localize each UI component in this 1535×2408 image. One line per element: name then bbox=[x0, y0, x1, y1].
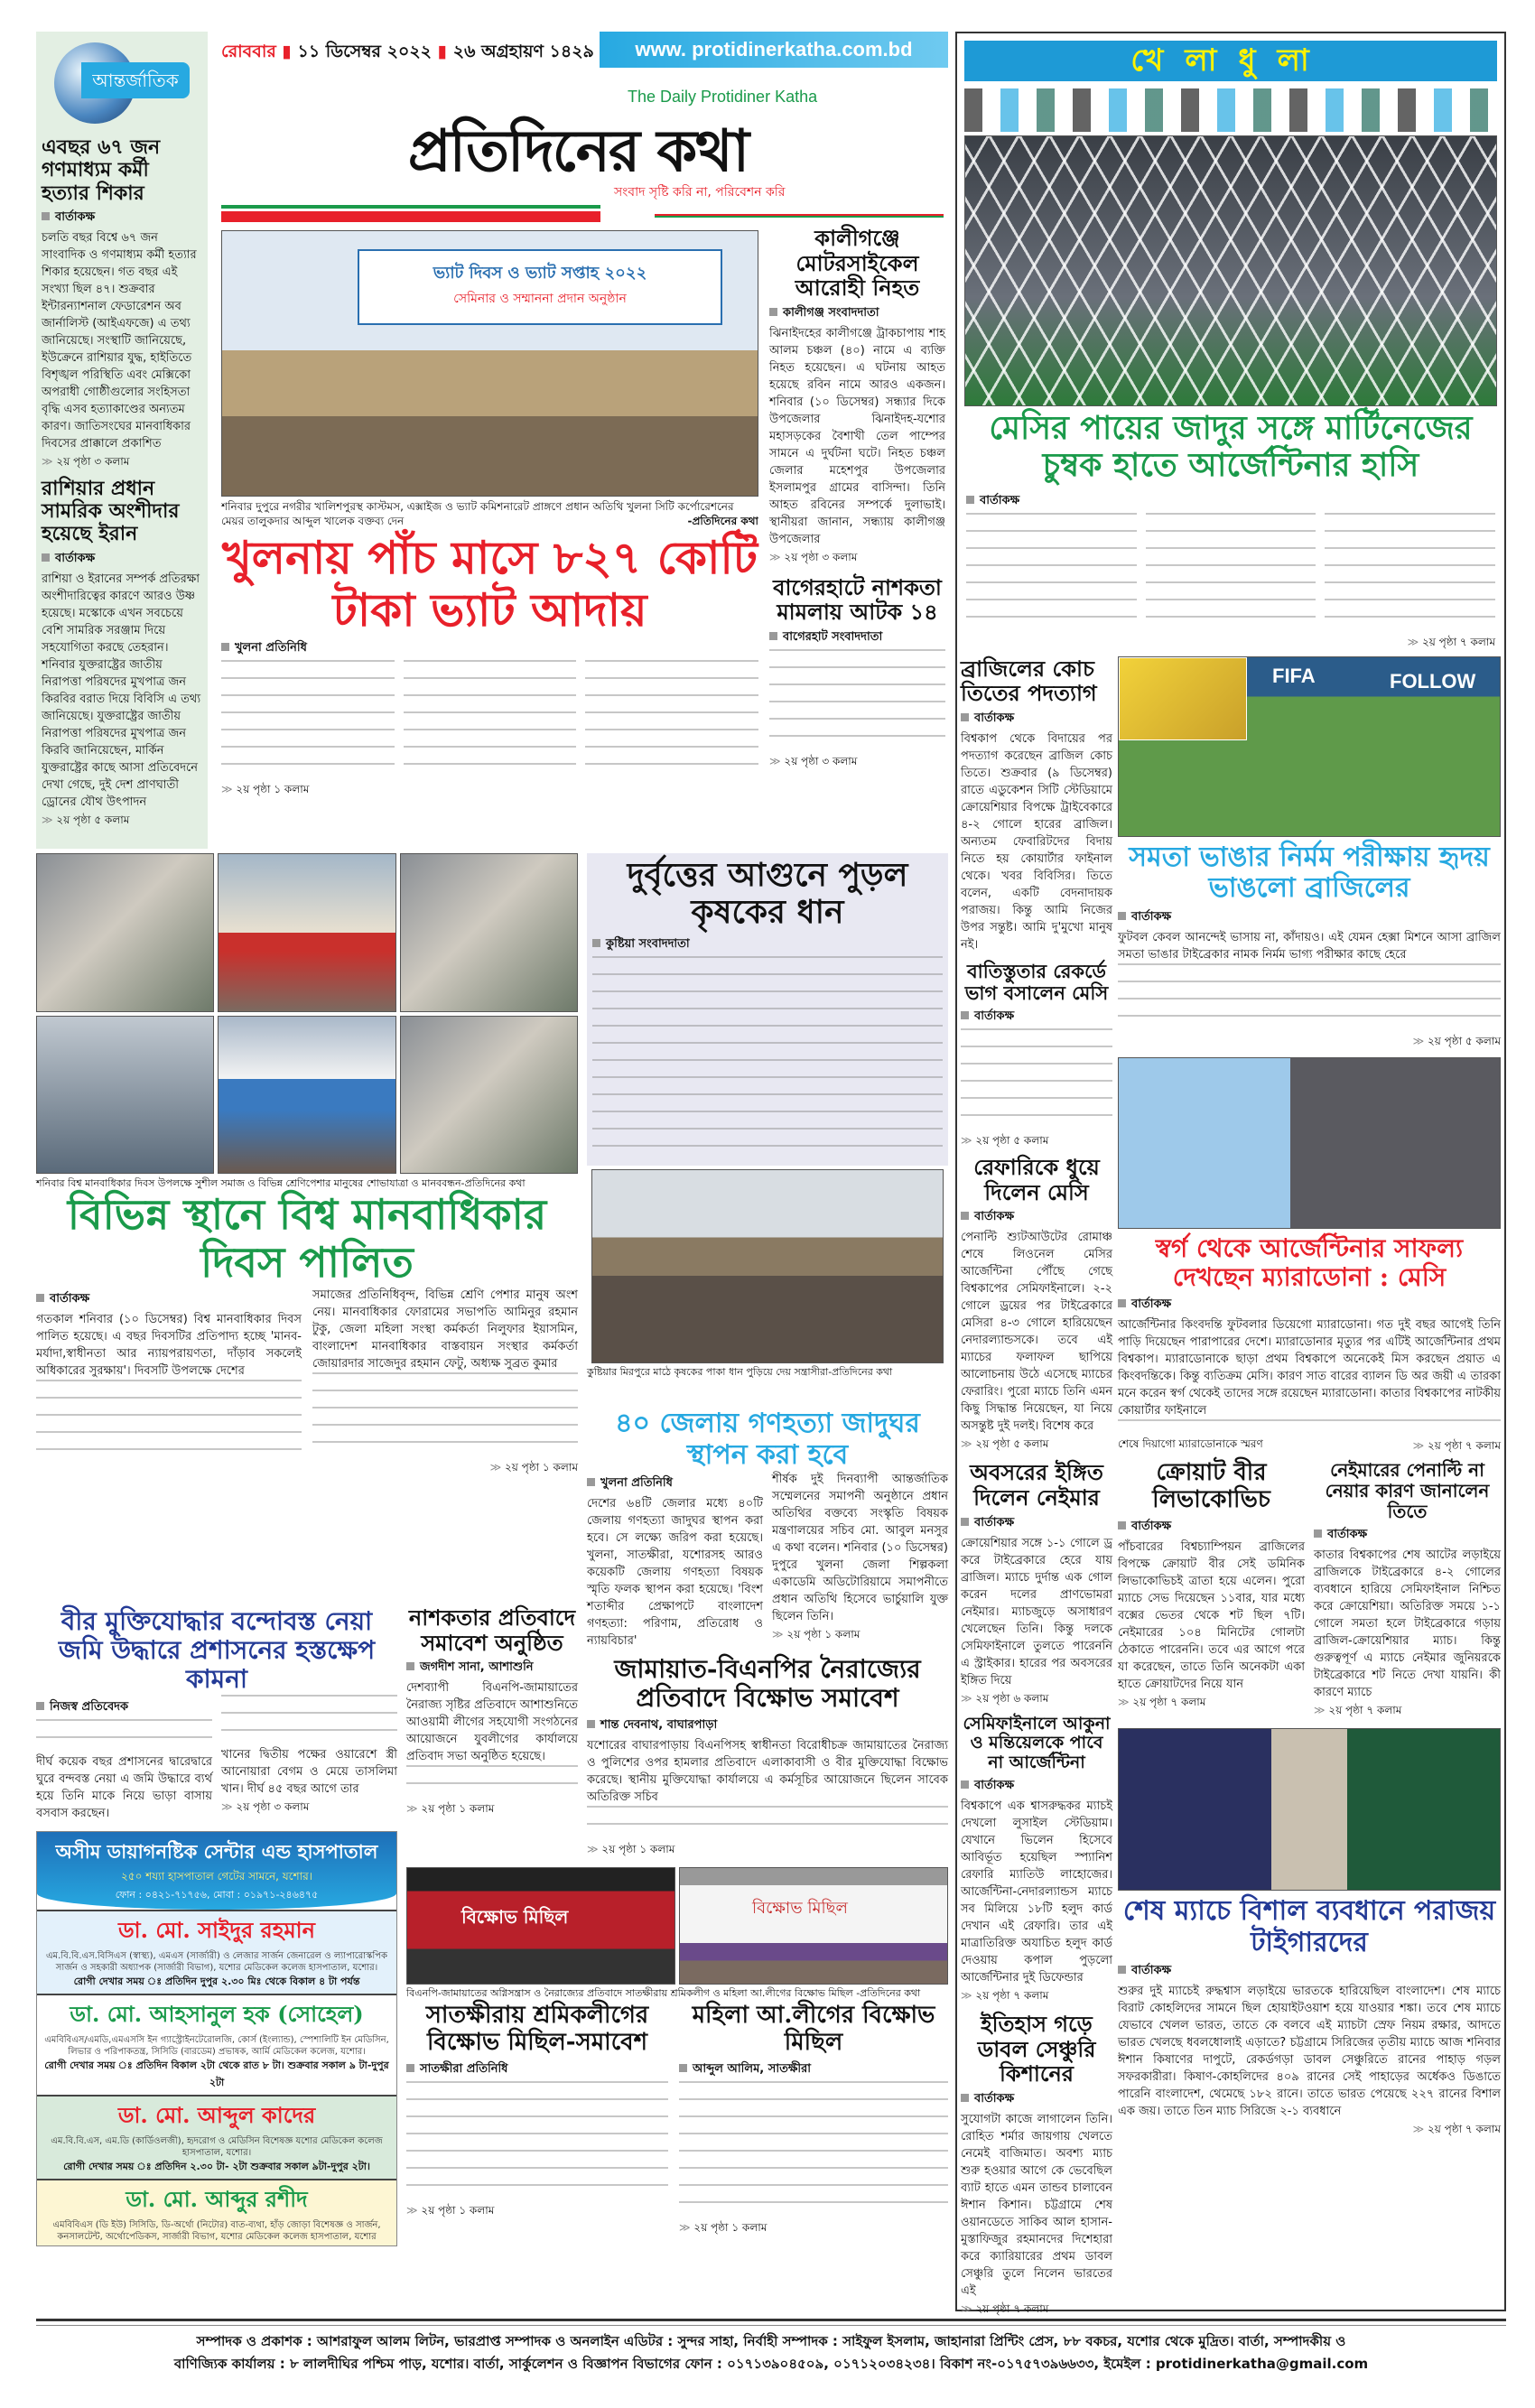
jump-link[interactable]: ≫ ২য় পৃষ্ঠা ৩ কলাম bbox=[769, 754, 945, 772]
masthead-rule-green bbox=[221, 205, 600, 209]
jump-link[interactable]: ≫ ২য় পৃষ্ঠা ৫ কলাম bbox=[961, 1436, 1112, 1455]
article-body bbox=[769, 649, 945, 752]
article-body: ক্রোয়েশিয়ার সঙ্গে ১-১ গোলে ড্র করে টাইব্রেকারে হেরে যায় ব্রাজিল। ম্যাচে দুর্দান্ত এক গোল করেন দলের প্রাণভোমরা নেইমার। ম্যাচজুড়ে অসাধারণ খেলেছেন তিনি। কিন্তু দলকে সেমিফাইনালে তুলতে পারেননি এ স্ট্রাইকার। হারের পর অবসরের ইঙ্গিত দিয়ে bbox=[961, 1536, 1112, 1687]
sports-left-column bbox=[961, 656, 1112, 2320]
photo bbox=[679, 1867, 948, 1985]
article-body bbox=[1146, 513, 1316, 633]
jump-link[interactable]: ≫ ২য় পৃষ্ঠা ৬ কলাম bbox=[961, 1691, 1112, 1709]
article-body-more bbox=[1118, 1419, 1501, 1436]
byline: বার্তাকক্ষ bbox=[961, 1514, 1112, 1533]
lead-photo-banner bbox=[358, 249, 722, 325]
livakovic-article bbox=[1118, 1460, 1305, 1721]
article-body: দেশের ৬৪টি জেলার মধ্যে ৪০টি জেলায় গণহত্যা জাদুঘর স্থাপন করা হবে। সে লক্ষ্যে জরিপ করা হয়েছে। খুলনা, সাতক্ষীরা, যশোরসহ আরও কয়েকটি জেলায় গণহত্যা বিষয়ক স্মৃতি ফলক স্থাপন করা হয়েছে। 'বিংশ শতাব্দীর প্রেক্ষাপটে বাংলাদেশ গণহত্যা: পরিণাম, প্রতিরোধ ও ন্যায়বিচার' bbox=[587, 1497, 763, 1648]
byline: বার্তাকক্ষ bbox=[961, 1008, 1112, 1027]
article-body-more bbox=[36, 1380, 302, 1465]
article-body: দীর্ঘ কয়েক বছর প্রশাসনের দ্বারেদ্বারে ঘুরে বন্দবস্ত নেয়া এ জমি উদ্ধারে ব্যর্থ হয়ে তিনি মাকে নিয়ে ভাড়া বাসায় বসবাস করছেন। bbox=[36, 1754, 212, 1820]
byline: বার্তাকক্ষ bbox=[1118, 1962, 1501, 1981]
article-body: রাশিয়া ও ইরানের সম্পর্ক প্রতিরক্ষা অংশীদারিত্বের কারণে আরও উষ্ণ হয়েছে। মস্কোকে এখন সবচেয়ে বেশি সামরিক সরঞ্জাম দিয়ে সহযোগিতা করছে তেহরান। শনিবার যুক্তরাষ্ট্রের জাতীয় নিরাপত্তা পরিষদের মুখপাত্র জন কিরবির বরাত দিয়ে বিবিসি এ তথ্য জানিয়েছে। যুক্তরাষ্ট্রের জাতীয় নিরাপত্তা পরিষদের মুখপাত্র জন কিরবি জানিয়েছেন, মার্কিন যুক্তরাষ্ট্রের কাছে আসা প্রতিবেদনে দেখা গেছে, দুই দেশ প্রাণঘাতী ড্রোনের যৌথ উৎপাদন bbox=[42, 572, 201, 809]
newspaper-title-logo: প্রতিদিনের কথা bbox=[407, 117, 749, 185]
byline: খুলনা প্রতিনিধি bbox=[587, 1474, 763, 1493]
article-body bbox=[592, 956, 943, 1162]
lead-story bbox=[221, 230, 758, 800]
jump-link[interactable]: ≫ ২য় পৃষ্ঠা ৩ কলাম bbox=[42, 454, 202, 472]
byline: সাতক্ষীরা প্রতিনিধি bbox=[406, 2060, 668, 2079]
headline: জামায়াত-বিএনপির নৈরাজ্যের প্রতিবাদে বিক্ষোভ সমাবেশ bbox=[614, 1654, 921, 1714]
website-link[interactable]: www. protidinerkatha.com.bd bbox=[600, 32, 948, 68]
jump-link[interactable]: ≫ ২য় পৃষ্ঠা ৭ কলাম bbox=[1118, 1695, 1305, 1713]
imprint-line-1: সম্পাদক ও প্রকাশক : আশরাফুল আলম লিটন, ভারপ্রাপ্ত সম্পাদক ও অনলাইন এডিটর : সুন্দর সাহা, নির্বাহী সম্পাদক : সাইফুল ইসলাম, জাহানারা প্রিন্টিং প্রেস, ৮৮ বকচর, যশোর থেকে মুদ্রিত। বার্তা, সম্পাদকীয় ও bbox=[196, 2333, 1346, 2349]
headline: সমতা ভাঙার নির্মম পরীক্ষায় হৃদয় ভাঙলো ব্রাজিলের bbox=[1129, 841, 1490, 905]
article-body: ঝিনাইদহের কালীগঞ্জে ট্রাকচাপায় শাহ আলম চঞ্চল (৪০) নামে এ ব্যক্তি নিহত হয়েছেন। এ ঘটনায় আহত হয়েছে রবিন নামে আরও একজন। শনিবার (১০ ডিসেম্বর) সন্ধ্যার দিকে উপজেলার ঝিনাইদহ-যশোর মহাসড়কের বৈশাখী তেল পাম্পের সামনে এ দুর্ঘটনা ঘটে। নিহত চঞ্চল জেলার মহেশপুর উপজেলার ইসলামপুর গ্রামের বাসিন্দা। তিনি আহত রবিনের সম্পর্কে দুলাভাই। স্থানীয়রা জানান, সন্ধ্যায় কালীগঞ্জ উপজেলার bbox=[769, 326, 945, 546]
jump-link[interactable]: ≫ ২য় পৃষ্ঠা ৩ কলাম bbox=[221, 1799, 397, 1818]
paddy-fire-story bbox=[587, 853, 948, 1380]
byline: বার্তাকক্ষ bbox=[1118, 1296, 1501, 1315]
neymar-inset-photo bbox=[1119, 657, 1247, 740]
kishan-article bbox=[961, 2012, 1112, 2320]
article-body: ফুটবল কেবল আনন্দেই ভাসায় না, কাঁদায়ও। এই যেমন হেক্সা মিশনে আসা ব্রাজিল সমতা ভাঙার টাইব্রেকার নামক নির্মম ভাগ্য পরীক্ষার কাছে হেরে bbox=[1118, 930, 1501, 962]
photo bbox=[400, 1016, 578, 1175]
doctor-list bbox=[37, 1910, 396, 2245]
banner-text: বিক্ষোভ মিছিল bbox=[752, 1899, 848, 1919]
photo bbox=[218, 1016, 395, 1175]
ad-address: ২৫০ শয্যা হাসপাতাল গেটের সামনে, যশোর। bbox=[121, 1869, 312, 1883]
dateline-date: ১১ ডিসেম্বর ২০২২ bbox=[297, 42, 433, 61]
article-body: কাতার বিশ্বকাপের শেষ আটের লড়াইয়ে ব্রাজিলকে টাইব্রেকারে ৪-২ গোলের ব্যবধানে হারিয়ে সেমিফাইনাল নিশ্চিত করে ক্রোয়েশিয়া। অতিরিক্ত সময়ে ১-১ গোলে সমতা হলে টাইব্রেকারে গড়ায় ব্রাজিল-ক্রোয়েশিয়ার ম্যাচ। কিন্তু গুরুত্বপূর্ণ এ ম্যাচে নেইমার জুনিয়রকে টাইব্রেকারে শট নিতে দেখা যায়নি। কী কারণে ম্যাচে bbox=[1314, 1548, 1501, 1700]
freedom-fighter-article bbox=[36, 1607, 397, 1822]
banner-text: ভ্যাট দিবস ও ভ্যাট সপ্তাহ ২০২২ bbox=[433, 264, 647, 283]
headline: নাশকতার প্রতিবাদে সমাবেশ অনুষ্ঠিত bbox=[408, 1604, 576, 1656]
referee-article bbox=[961, 1155, 1112, 1455]
ad-title: অসীম ডায়াগনষ্টিক সেন্টার এন্ড হাসপাতাল bbox=[55, 1840, 378, 1863]
caption-text: শনিবার দুপুরে নগরীর খালিশপুরস্থ কাস্টমস, এক্সাইজ ও ভ্যাট কমিশনারেট প্রাঙ্গণে প্রধান অতিথি খুলনা সিটি কর্পোরেশনের মেয়র তালুকদার আব্দুল খালেক বক্তব্য দেন bbox=[221, 500, 734, 527]
sports-banner bbox=[964, 41, 1497, 81]
headline: অবসরের ইঙ্গিত দিলেন নেইমার bbox=[970, 1459, 1103, 1511]
headline: সাতক্ষীরায় শ্রমিকলীগের বিক্ষোভ মিছিল-সমাবেশ bbox=[425, 2002, 649, 2057]
imprint-line-2: বাণিজ্যিক কার্যালয় : ৮ লালদীঘির পশ্চিম পাড়, যশোর। বার্তা, সার্কুলেশন ও বিজ্ঞাপন বিভাগের ফোন : ০১৭১৩৯০৪৫০৯, ০১৭১২০৩৪২৩৪। বিকাশ নং-০১৭৫৭৩৯৬৬৩৩, ইমেইল : protidinerkatha@gmail.com bbox=[173, 2356, 1369, 2372]
lead-photo bbox=[221, 230, 758, 497]
headline: ৪০ জেলায় গণহত্যা জাদুঘর স্থাপন করা হবে bbox=[615, 1408, 920, 1471]
headline: শেষ ম্যাচে বিশাল ব্যবধানে পরাজয় টাইগারদের bbox=[1122, 1895, 1496, 1958]
byline: বার্তাকক্ষ bbox=[42, 209, 202, 228]
doctor-name: ডা. মো. আব্দুল কাদের bbox=[117, 2101, 316, 2128]
tagline: সংবাদ সৃষ্টি করি না, পরিবেশন করি bbox=[614, 185, 786, 200]
masthead-rule-red bbox=[221, 211, 600, 222]
byline: শান্ত দেবনাথ, বাঘারপাড়া bbox=[587, 1716, 948, 1735]
doctor-hours: রোগী দেখার সময় ঃ প্রতিদিন দুপুর ২.৩০ মিঃ থেকে বিকাল ৪ টা পর্যন্ত bbox=[73, 1975, 360, 1987]
sabotage-article bbox=[406, 1605, 578, 1819]
article-body bbox=[679, 2081, 948, 2218]
article-body bbox=[961, 1028, 1112, 1131]
paddy-fire-caption: কুষ্টিয়ার মিরপুরে মাঠে কৃষকের পাকা ধান পুড়িয়ে দেয় সন্ত্রাসীরা-প্রতিদিনের কথা bbox=[587, 1365, 893, 1378]
article-body: শীর্ষক দুই দিনব্যাপী আন্তর্জাতিক সম্মেলনের সমাপনী অনুষ্ঠানে প্রধান অতিথির বক্তব্যে সংস্কৃতি বিষয়ক মন্ত্রণালয়ের সচিব মো. আবুল মনসুর এ কথা বলেন। শনিবার (১০ ডিসেম্বর) দুপুরে খুলনা জেলা শিল্পকলা একাডেমি অডিটোরিয়ামে সমাপনীতে প্রধান অতিথি হিসেবে ভার্চুয়ালি যুক্ত ছিলেন তিনি। bbox=[772, 1473, 948, 1623]
article-body: আর্জেন্টিনার কিংবদন্তি ফুটবলার ডিয়েগো ম্যারাডোনা। গত দুই বছর আগেই তিনি পাড়ি দিয়েছেন পারাপারের দেশে। ম্যারাডোনার মৃত্যুর পর এটিই আর্জেন্টিনার প্রথম বিশ্বকাপ। ম্যারাডোনাকে ছাড়া প্রথম বিশ্বকাপে অনেকেই মিস করছেন প্রয়াত এ কিংবদন্তিকে। কিন্তু ব্যতিক্রম মেসি। কারণ সাত বারের ব্যালন ডি অর জয়ী এ তারকা মনে করেন স্বর্গ থেকেই তাদের সঙ্গে রয়েছেন ম্যারাডোনা। কাতার বিশ্বকাপের নাটকীয় কোয়ার্টার ফাইনালে bbox=[1118, 1318, 1501, 1418]
byline: খুলনা প্রতিনিধি bbox=[221, 639, 758, 658]
jump-link[interactable]: ≫ ২য় পৃষ্ঠা ৭ কলাম bbox=[961, 2301, 1112, 2320]
doctor-name: ডা. মো. আহসানুল হক (সোহেল) bbox=[70, 2000, 364, 2027]
byline: বার্তাকক্ষ bbox=[42, 550, 202, 569]
photo bbox=[36, 853, 214, 1012]
center-lower-left-column bbox=[406, 1409, 578, 1819]
bagerhat-article bbox=[769, 575, 945, 772]
headline: ক্রোয়াট বীর লিভাকোভিচ bbox=[1152, 1459, 1270, 1514]
kaliganj-article bbox=[769, 226, 945, 568]
lead-body-column bbox=[585, 660, 758, 780]
byline: আব্দুল আলিম, সাতক্ষীরা bbox=[679, 2060, 948, 2079]
doctor-details: এমবিবিএস/এমডি,এমএসসি ইন গ্যাস্ট্রোইনটেরোলজি, কোর্স (ইংল্যান্ড), স্পেশালিটি ইন মেডিসিন, লিভার ও পরিপাকতন্ত্র, সিসিডি (বারডেম) প্রভাষক, আর্মি মেডিকেল কলেজ, যশোর। bbox=[44, 2034, 389, 2057]
human-rights-caption: শনিবার বিশ্ব মানবাধিকার দিবস উপলক্ষে সুশীল সমাজ ও বিভিন্ন শ্রেণিপেশার মানুষের শোভাযাত্রা ও মানববন্ধন-প্রতিদিনের কথা bbox=[36, 1177, 526, 1189]
doctor-hours: রোগী দেখার সময় ঃ প্রতিদিন ২.৩০ টা- ২টা শুক্রবার সকাল ৯টা-দুপুর ২টা। bbox=[63, 2160, 370, 2172]
byline: বাগেরহাট সংবাদদাতা bbox=[769, 628, 945, 647]
article-body bbox=[221, 1695, 397, 1746]
paddy-fire-article bbox=[587, 853, 948, 1166]
section-header-international bbox=[42, 37, 202, 136]
article-journalists bbox=[42, 136, 202, 472]
doctor-hours: রোগী দেখার সময় ঃ প্রতিদিন বিকাল ২টা থেকে রাত ৮ টা। শুক্রবার সকাল ৯ টা-দুপুর ২টা bbox=[44, 2059, 389, 2088]
local-news-column bbox=[769, 226, 945, 772]
follow-board-text: FOLLOW bbox=[1390, 669, 1476, 693]
dateline-day: রোববার bbox=[221, 42, 276, 61]
photo bbox=[406, 1867, 675, 1985]
cricket-photo bbox=[1118, 1728, 1501, 1891]
protest-article bbox=[587, 1655, 948, 1860]
goalkeeper-photo bbox=[964, 135, 1497, 406]
column-spacer bbox=[406, 1409, 578, 1605]
photo bbox=[218, 853, 395, 1012]
satkhira-women-article bbox=[679, 2003, 948, 2238]
lead-body-column bbox=[404, 660, 577, 780]
article-body-tail: শেষে দিয়াগো ম্যারাডোনাকে স্মরণ bbox=[1118, 1437, 1263, 1451]
jump-link[interactable]: ≫ ২য় পৃষ্ঠা ৭ কলাম bbox=[1314, 1703, 1501, 1721]
sports-right-column bbox=[1118, 656, 1501, 2140]
ad-header bbox=[37, 1832, 396, 1910]
article-body: দেশব্যাপী বিএনপি-জামায়াতের নৈরাজ্য সৃষ্টির প্রতিবাদে আশাশুনিতে আওয়ামী লীগের সহযোগী সংগঠনের আয়োজনে যুবলীগের কার্যালয়ে প্রতিবাদ সভা অনুষ্ঠিত হয়েছে। bbox=[406, 1681, 578, 1764]
byline: বার্তাকক্ষ bbox=[966, 492, 1495, 511]
freedom-ad-column bbox=[36, 1607, 397, 2246]
center-lower-right-column bbox=[587, 1409, 948, 1860]
batistuta-article bbox=[961, 961, 1112, 1151]
headline: এবছর ৬৭ জন গণমাধ্যম কর্মী হত্যার শিকার bbox=[42, 135, 161, 205]
dateline-row bbox=[217, 32, 948, 68]
jump-link[interactable]: ≫ ২য় পৃষ্ঠা ৭ কলাম bbox=[1118, 2122, 1501, 2140]
headline: স্বর্গ থেকে আর্জেন্টিনার সাফল্য দেখছেন ম্যারাডোনা : মেসি bbox=[1155, 1232, 1464, 1292]
jump-link[interactable]: ≫ ২য় পৃষ্ঠা ১ কলাম bbox=[406, 1801, 578, 1819]
byline: বার্তাকক্ষ bbox=[961, 1777, 1112, 1796]
article-body-more bbox=[406, 1765, 578, 1799]
article-body: সুযোগটা কাজে লাগালেন তিনি। রোহিত শর্মার জায়গায় খেলতে নেমেই বাজিমাত। অবশ্য ম্যাচ শুরু হওয়ার আগে কে ভেবেছিল ব্যাট হাতে এমন তান্ডব চালাবেন ঈশান কিশান। চট্টগ্রামে শেষ ওয়ানডেতে সাকিব আল হাসান-মুস্তাফিজুর রহমানদের দিশেহারা করে ক্যারিয়ারের প্রথম ডাবল সেঞ্চুরি তুলে নিলেন ভারতের এই bbox=[961, 2112, 1112, 2298]
human-rights-photo-collage bbox=[36, 853, 578, 1174]
section-label: আন্তর্জাতিক bbox=[81, 62, 190, 98]
article-body-more bbox=[1118, 963, 1501, 1032]
doctor-details: এম.বি.বি.এস.বিসিএস (স্বাস্থ্য), এমএস (সার্জারী) ও লেজার সার্জন জেনারেল ও ল্যাপারোস্কপিক সার্জন ও সহকারী অধ্যাপক (সার্জারী বিভাগ), যশোর মেডিকেল কলেজ হাসপাতাল, যশোর। bbox=[45, 1950, 388, 1973]
article-body: পাঁচবারের বিশ্বচ্যাম্পিয়ন ব্রাজিলের বিপক্ষে ক্রোয়াট বীর সেই ডমিনিক লিভাকোভিচই ত্রাতা হয়ে এলেন। পুরো ম্যাচে সেভ দিয়েছেন ১১বার, যার মধ্যে বক্সের ভেতর থেকে শট ছিল ৭টি। নেইমারের ১০৪ মিনিটের গোলটা ঠেকাতে পারেননি। তবে এর আগে পরে যা করেছেন, তাতে তিনি অনেকটা একা হাতে ক্রোয়াটদের নিয়ে যান bbox=[1118, 1539, 1305, 1691]
neymar-penalty-article bbox=[1314, 1460, 1501, 1721]
jump-link[interactable]: ≫ ২য় পৃষ্ঠা ৭ কলাম bbox=[966, 635, 1495, 653]
headline: বীর মুক্তিযোদ্ধার বন্দোবস্ত নেয়া জমি উদ্ধারে প্রশাসনের হস্তক্ষেপ কামনা bbox=[58, 1606, 376, 1695]
masthead-rule-thin bbox=[655, 214, 944, 218]
article-body: বিশ্বকাপ থেকে বিদায়ের পর পদত্যাগ করেছেন ব্রাজিল কোচ তিতে। শুক্রবার (৯ ডিসেম্বর) রাতে এডুকেশন সিটি স্টেডিয়ামে ক্রোয়েশিয়ার বিপক্ষে ট্রাইবেকারে ৪-২ গোলে হারের ব্রাজিল। অন্যতম ফেবারিটদের বিদায় নিতে হয় কোয়ার্টার ফাইনাল থেকে। খবর বিবিসির। তিতে বলেন, একটি বেদনাদায়ক পরাজয়। কিন্তু আমি নিজের উপর সন্তুষ্ট। আমি দু'মুখো মানুষ নই। bbox=[961, 731, 1112, 952]
doctor-name: ডা. মো. সাইদুর রহমান bbox=[118, 1916, 315, 1943]
headline: বাতিস্তুতার রেকর্ডে ভাগ বসালেন মেসি bbox=[964, 959, 1109, 1005]
doctor-card bbox=[37, 1910, 396, 1994]
messi-maradona-photo bbox=[1118, 1057, 1501, 1229]
byline: বার্তাকক্ষ bbox=[961, 2090, 1112, 2109]
main-sports-body bbox=[957, 485, 1504, 656]
byline: কুষ্টিয়া সংবাদদাতা bbox=[592, 935, 943, 954]
headline: কালীগঞ্জে মোটরসাইকেল আরোহী নিহত bbox=[795, 225, 920, 302]
footer-rule bbox=[36, 2319, 1506, 2326]
dateline-bangla-date: ২৬ অগ্রহায়ণ ১৪২৯ bbox=[452, 42, 594, 61]
byline: বার্তাকক্ষ bbox=[1118, 908, 1501, 927]
satkhira-workers-article bbox=[406, 2003, 668, 2238]
article-body: যশোরের বাঘারপাড়ায় বিএনপিসহ স্বাধীনতা বিরোধীচক্র জামায়াতের নৈরাজ্য ও পুলিশের ওপর হামলার প্রতিবাদে এলাকাবাসী ও বীর মুক্তিযোদ্ধা বিক্ষোভ করেছে। স্থানীয় মুক্তিযোদ্ধা কার্যালয়ে এ কর্মসূচির আয়োজনে ছিলেন সাবেক অতিরিক্ত সচিব bbox=[587, 1739, 948, 1805]
byline: বার্তাকক্ষ bbox=[36, 1290, 302, 1309]
jump-link[interactable]: ≫ ২য় পৃষ্ঠা ১ কলাম bbox=[679, 2220, 948, 2238]
human-rights-story bbox=[36, 853, 578, 1478]
jump-link[interactable]: ≫ ২য় পৃষ্ঠা ১ কলাম bbox=[312, 1460, 578, 1478]
jump-link[interactable]: ≫ ২য় পৃষ্ঠা ৫ কলাম bbox=[42, 813, 202, 831]
article-russia-iran bbox=[42, 478, 202, 831]
article-body: চলতি বছর বিশ্বে ৬৭ জন সাংবাদিক ও গণমাধ্যম কর্মী হত্যার শিকার হয়েছেন। গত বছর এই সংখ্যা ছিল ৪৭। শুক্রবার ইন্টারন্যাশনাল ফেডারেশন অব জার্নালিস্ট (আইএফজে) এ তথ্য জানিয়েছে। সংস্থাটি জানিয়েছে, ইউক্রেনে রাশিয়ার যুদ্ধ, হাইতিতে বিশৃঙ্খল পরিস্থিতি এবং মেক্সিকো অপরাধী গোষ্ঠীগুলোর সংহিসতা বৃদ্ধি এসব হত্যাকাণ্ডের অন্যতম কারণ। জাতিসংঘের মানবাধিকার দিবসের প্রাক্কালে প্রকাশিত bbox=[42, 230, 197, 451]
dateline: রোববার ▮ ১১ ডিসেম্বর ২০২২ ▮ ২৬ অগ্রহায়ণ ১৪২৯ bbox=[221, 42, 594, 61]
paddy-fire-photo bbox=[591, 1169, 944, 1363]
doctor-card bbox=[37, 1994, 396, 2095]
headline: ইতিহাস গড়ে ডাবল সেঞ্চুরি কিশানের bbox=[977, 2011, 1096, 2087]
article-body: খানের দ্বিতীয় পক্ষের ওয়ারেশে স্ত্রী আনোয়ারা বেগম ও মেয়ে তাসলিমা খান। দীর্ঘ ৪৫ বছর আগে তার bbox=[221, 1747, 397, 1796]
byline: বার্তাকক্ষ bbox=[961, 1208, 1112, 1227]
article-body: গতকাল শনিবার (১০ ডিসেম্বর) বিশ্ব মানবাধিকার দিবস পালিত হয়েছে। এ বছর দিবসটির প্রতিপাদ্য হচ্ছে 'মানব-মর্যাদা,স্বাধীনতা আর ন্যায়পরায়ণতা, দাঁড়াব সকলেই অধিকারের সুরক্ষায়'। দিবসটি উপলক্ষে দেশের bbox=[36, 1312, 302, 1378]
satkhira-photos bbox=[406, 1867, 948, 1985]
international-sidebar bbox=[36, 32, 208, 849]
jump-link[interactable]: ≫ ২য় পৃষ্ঠা ৭ কলাম bbox=[961, 1988, 1112, 2006]
headline: রাশিয়ার প্রধান সামরিক অংশীদার হয়েছে ইরান bbox=[42, 476, 180, 546]
sports-silhouettes-strip bbox=[964, 88, 1497, 132]
byline: বার্তাকক্ষ bbox=[961, 710, 1112, 729]
doctor-card bbox=[37, 2095, 396, 2179]
center-lower-block bbox=[406, 1409, 948, 2238]
headline: দুর্বৃত্তের আগুনে পুড়ল কৃষকের ধান bbox=[627, 856, 908, 932]
article-body-more bbox=[587, 1806, 948, 1840]
jump-link[interactable]: ≫ ২য় পৃষ্ঠা ৫ কলাম bbox=[1118, 1034, 1501, 1052]
banner-text: বিক্ষোভ মিছিল bbox=[461, 1906, 569, 1929]
acuna-article bbox=[961, 1715, 1112, 2007]
jump-link[interactable]: ≫ ২য় পৃষ্ঠা ৭ কলাম bbox=[1413, 1438, 1501, 1456]
article-body bbox=[1325, 513, 1495, 633]
sports-banner-title: খেলাধুলা bbox=[1130, 42, 1331, 79]
lead-body-column bbox=[221, 660, 395, 780]
byline: বার্তাকক্ষ bbox=[1314, 1526, 1501, 1545]
english-title: The Daily Protidiner Katha bbox=[628, 88, 818, 106]
article-body bbox=[406, 2081, 668, 2201]
photo-credit: -প্রতিদিনের কথা bbox=[687, 515, 758, 527]
tite-article bbox=[961, 656, 1112, 953]
byline: কালীগঞ্জ সংবাদদাতা bbox=[769, 304, 945, 323]
byline: নিজস্ব প্রতিবেদক bbox=[36, 1698, 212, 1717]
photo bbox=[400, 853, 578, 1012]
article-body: সমাজের প্রতিনিধিবৃন্দ, বিভিন্ন শ্রেণি পেশার মানুষ অংশ নেয়। মানবাধিকার ফোরামের সভাপতি আমিনুর রহমান টুকু, জেলা মহিলা সংস্থা কর্মকর্তা নিলুফার ইয়াসমিন, বাংলাদেশ মানবাধিকার বাস্তবায়ন সংস্থার কর্মকর্তা জোয়ারদার সাজেদুর রহমান ফেটু, অধ্যক্ষ সুব্রত কুমার bbox=[312, 1288, 578, 1371]
sports-section bbox=[955, 32, 1506, 2315]
main-sports-headline: মেসির পায়ের জাদুর সঙ্গে মার্টিনেজের চুম্বক হাতে আর্জেন্টিনার হাসি bbox=[989, 409, 1473, 485]
sports-columns bbox=[957, 656, 1504, 2320]
article-body bbox=[36, 1719, 212, 1753]
jump-link[interactable]: ≫ ২য় পৃষ্ঠা ৩ কলাম bbox=[769, 550, 945, 568]
doctor-card bbox=[37, 2179, 396, 2245]
doctor-details: এমবিবিএস (ডি ইউ) সিসিডি, ডি-অর্থো (নিটোর) বাত-ব্যথা, হাঁড় জোড়া বিশেষজ্ঞ ও সার্জন, কনসালটেন্ট, অর্থোপেডিকস, সার্জারী বিভাগ, যশোর মেডিকেল কলেজ হাসপাতাল, যশোর bbox=[52, 2219, 381, 2242]
museum-article bbox=[587, 1409, 948, 1650]
headline: রেফারিকে ধুয়ে দিলেন মেসি bbox=[973, 1154, 1100, 1205]
jump-link[interactable]: ≫ ২য় পৃষ্ঠা ১ কলাম bbox=[406, 2203, 668, 2221]
ad-phone: ফোন : ০৪২১-৭১৭৫৬, মোবা : ০১৯৭১-২৪৬৪৭৫ bbox=[115, 1888, 319, 1901]
lead-headline: খুলনায় পাঁচ মাসে ৮২৭ কোটি টাকা ভ্যাট আদায় bbox=[221, 531, 758, 637]
jump-link[interactable]: ≫ ২য় পৃষ্ঠা ১ কলাম bbox=[587, 1842, 948, 1860]
headline: ব্রাজিলের কোচ তিতের পদত্যাগ bbox=[961, 655, 1097, 707]
footer bbox=[36, 2319, 1506, 2376]
lead-body bbox=[221, 639, 758, 800]
satkhira-caption: বিএনপি-জামায়াতের অগ্নিসন্ত্রাস ও নৈরাজ্যের প্রতিবাদে সাতক্ষীরায় শ্রমিকলীগ ও মহিলা আ.লীগের বিক্ষোভ মিছিল -প্রতিদিনের কথা bbox=[406, 1987, 921, 2000]
headline: নেইমারের পেনাল্টি না নেয়ার কারণ জানালেন তিতে bbox=[1325, 1459, 1490, 1523]
article-body: পেনাল্টি শ্যুটআউটের রোমাঞ্চ শেষে লিওনেল মেসির আর্জেন্টিনা পৌঁছে গেছে বিশ্বকাপের সেমিফাইনালে। ২-২ গোলে ড্রয়ের পর টাইব্রেকারে মেসিরা ৪-৩ গোলে হারিয়েছেন নেদারল্যান্ডসকে। তবে এই ম্যাচের ফলাফল ছাপিয়ে আলোচনায় উঠে এসেছে ম্যাচের ফেরারিং। পুরো ম্যাচে তিনি এমন কিছু সিদ্ধান্ত নিয়েছেন, যা নিয়ে অসন্তুষ্ট দুই দলই। বিশেষ করে bbox=[961, 1231, 1112, 1434]
headline: বাগেরহাটে নাশকতা মামলায় আটক ১৪ bbox=[773, 573, 942, 626]
brazil-croatia-photo bbox=[1118, 656, 1501, 837]
lead-caption bbox=[221, 499, 758, 528]
headline: মহিলা আ.লীগের বিক্ষোভ মিছিল bbox=[692, 2002, 935, 2057]
article-body bbox=[966, 513, 1137, 633]
photo bbox=[36, 1016, 214, 1175]
human-rights-headline: বিভিন্ন স্থানে বিশ্ব মানবাধিকার দিবস পালিত bbox=[67, 1190, 547, 1287]
headline: সেমিফাইনালে আকুনা ও মন্তিয়েলকে পাবে না আর্জেন্টিনা bbox=[963, 1713, 1111, 1773]
jump-link[interactable]: ≫ ২য় পৃষ্ঠা ১ কলাম bbox=[772, 1627, 948, 1645]
banner-subtext: সেমিনার ও সম্মাননা প্রদান অনুষ্ঠান bbox=[453, 292, 627, 306]
byline: জগদীশ সানা, আশাশুনি bbox=[406, 1659, 578, 1678]
doctor-details: এম.বি.বি.এস, এম.ডি (কার্ডিওলজী), হৃদরোগ ও মেডিসিন বিশেষজ্ঞ যশোর মেডিকেল কলেজ হাসপাতাল, যশোর। bbox=[51, 2135, 383, 2158]
jump-link[interactable]: ≫ ২য় পৃষ্ঠা ৫ কলাম bbox=[961, 1133, 1112, 1151]
fifa-board-text: FIFA bbox=[1272, 664, 1316, 687]
neymar-retire-article bbox=[961, 1460, 1112, 1708]
masthead bbox=[217, 32, 948, 226]
article-body: শুরুর দুই ম্যাচেই রুদ্ধশ্বাস লড়াইয়ে ভারতকে হারিয়েছিল বাংলাদেশ। শেষ ম্যাচে বিরাট কোহলিদের সামনে ছিল হোয়াইটওয়াশ হয়ে যাওয়ার শঙ্কা। তবে শেষ ম্যাচে যেভাবে খেলল ভারত, তাতে কে বলবে এই ম্যাচটা স্রেফ নিয়ম রক্ষার, আদতে ভারত খেলছে ধবলধোলাই এড়াতে? চট্টগ্রামে সিরিজের তৃতীয় ম্যাচে আজ শনিবার ঈশান কিষাণের দাপুটে, রেকর্ডগড়া ডাবল সেঞ্চুরিতে রানের পাহাড় গড়ল সফরকারীরা। কিষাণ-কোহলিদের ৪০৯ রানের সেই পাহাড়ের অর্ধেকও ডিঙাতে পারেনি বাংলাদেশ, থেমেছে ১৮২ রানে। তাতে ভারত পেয়েছে ২২৭ রানের বিশাল এক জয়। তাতে তিন ম্যাচ সিরিজে ২-১ ব্যবধানে bbox=[1118, 1985, 1501, 2119]
hospital-advertisement[interactable] bbox=[36, 1831, 397, 2246]
byline: বার্তাকক্ষ bbox=[1118, 1518, 1305, 1537]
doctor-name: ডা. মো. আব্দুর রশীদ bbox=[126, 2185, 308, 2212]
jump-link[interactable]: ≫ ২য় পৃষ্ঠা ১ কলাম bbox=[221, 782, 758, 800]
article-body: বিশ্বকাপে এক শ্বাসরুদ্ধকর ম্যাচই দেখলো লুসাইল স্টেডিয়াম। যেখানে ভিলেন হিসেবে আবির্ভূত হয়েছিল স্প্যানিশ রেফারি ম্যাতিউ লাহোজের। আর্জেন্টিনা-নেদারল্যান্ডস ম্যাচে সব মিলিয়ে ১৮টি হলুদ কার্ড দেখান এই রেফারি। তার এই মাত্রাতিরিক্ত অযাচিত হলুদ কার্ড দেওয়ায় কপাল পুড়লো আর্জেন্টিনার দুই ডিফেন্ডার bbox=[961, 1799, 1112, 1985]
